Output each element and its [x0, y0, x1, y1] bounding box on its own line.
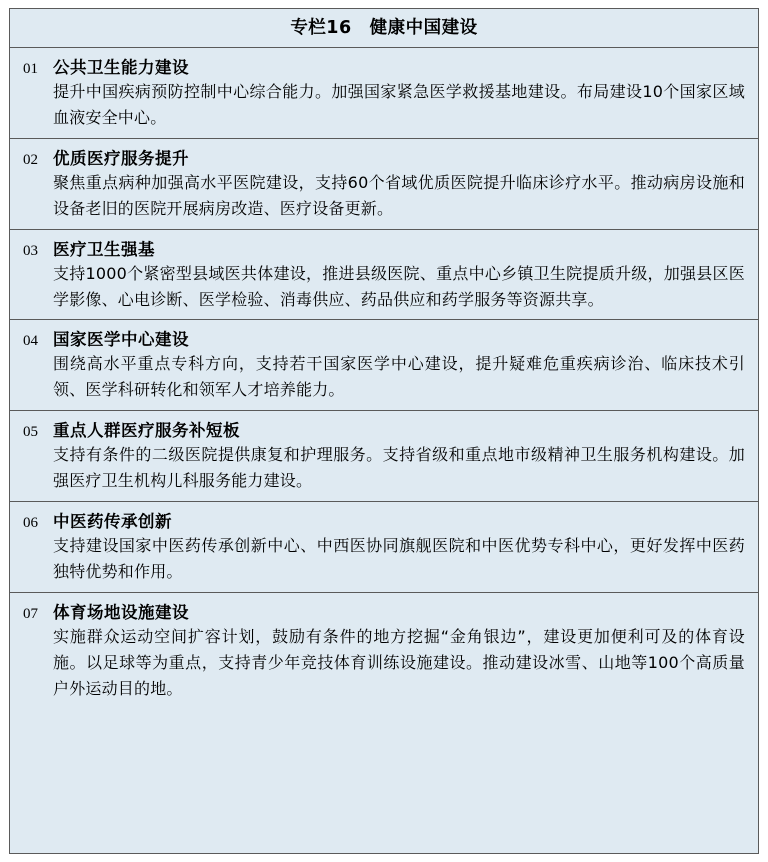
- item-number: 03: [23, 242, 38, 259]
- item-number: 05: [23, 424, 38, 441]
- list-item: [10, 593, 758, 709]
- item-number: 02: [23, 151, 38, 168]
- item-title: 重点人群医疗服务补短板: [53, 421, 240, 441]
- item-number: 07: [23, 605, 38, 622]
- list-item: [10, 230, 758, 321]
- item-number: 06: [23, 515, 38, 532]
- item-header: [23, 145, 745, 169]
- item-text: 支持1000个紧密型县域医共体建设，推进县级医院、重点中心乡镇卫生院提质升级，加强县区医学影像、心电诊断、医学检验、消毒供应、药品供应和药学服务等资源共享。: [53, 263, 745, 309]
- item-text: 围绕高水平重点专科方向，支持若干国家医学中心建设，提升疑难危重疾病诊治、临床技术引领、医学科研转化和领军人才培养能力。: [53, 354, 745, 400]
- feature-box: [9, 8, 759, 854]
- item-number: 04: [23, 333, 38, 350]
- item-header: [23, 508, 745, 532]
- item-header: [23, 599, 745, 623]
- list-item: [10, 320, 758, 411]
- box-title: 专栏16 健康中国建设: [10, 9, 758, 48]
- item-title: 公共卫生能力建设: [53, 58, 189, 77]
- list-item: [10, 139, 758, 230]
- item-title: 中医药传承创新: [53, 512, 172, 532]
- item-text: 提升中国疾病预防控制中心综合能力。加强国家紧急医学救援基地建设。布局建设10个国家区域血液安全中心。: [53, 82, 745, 127]
- item-title: 优质医疗服务提升: [53, 148, 189, 168]
- list-item: [10, 48, 758, 139]
- list-item: [10, 502, 758, 593]
- item-text: 实施群众运动空间扩容计划，鼓励有条件的地方挖掘“金角银边”，建设更加便利可及的体育设施。以足球等为重点，支持青少年竞技体育训练设施建设。推动建设冰雪、山地等100个高质量户外运动目的地。: [53, 626, 745, 698]
- item-text: 支持有条件的二级医院提供康复和护理服务。支持省级和重点地市级精神卫生服务机构建设。加强医疗卫生机构儿科服务能力建设。: [53, 445, 745, 491]
- item-title: 医疗卫生强基: [53, 239, 155, 259]
- item-header: [23, 54, 745, 78]
- item-text: 支持建设国家中医药传承创新中心、中西医协同旗舰医院和中医优势专科中心，更好发挥中医药独特优势和作用。: [53, 536, 745, 581]
- item-list: [10, 48, 758, 853]
- item-text: 聚焦重点病种加强高水平医院建设，支持60个省域优质医院提升临床诊疗水平。推动病房设施和设备老旧的医院开展病房改造、医疗设备更新。: [53, 172, 745, 218]
- item-header: [23, 326, 745, 350]
- item-title: 国家医学中心建设: [53, 330, 189, 350]
- list-item: [10, 411, 758, 502]
- item-header: [23, 417, 745, 441]
- item-number: 01: [23, 61, 38, 77]
- item-title: 体育场地设施建设: [53, 602, 189, 622]
- item-header: [23, 236, 745, 260]
